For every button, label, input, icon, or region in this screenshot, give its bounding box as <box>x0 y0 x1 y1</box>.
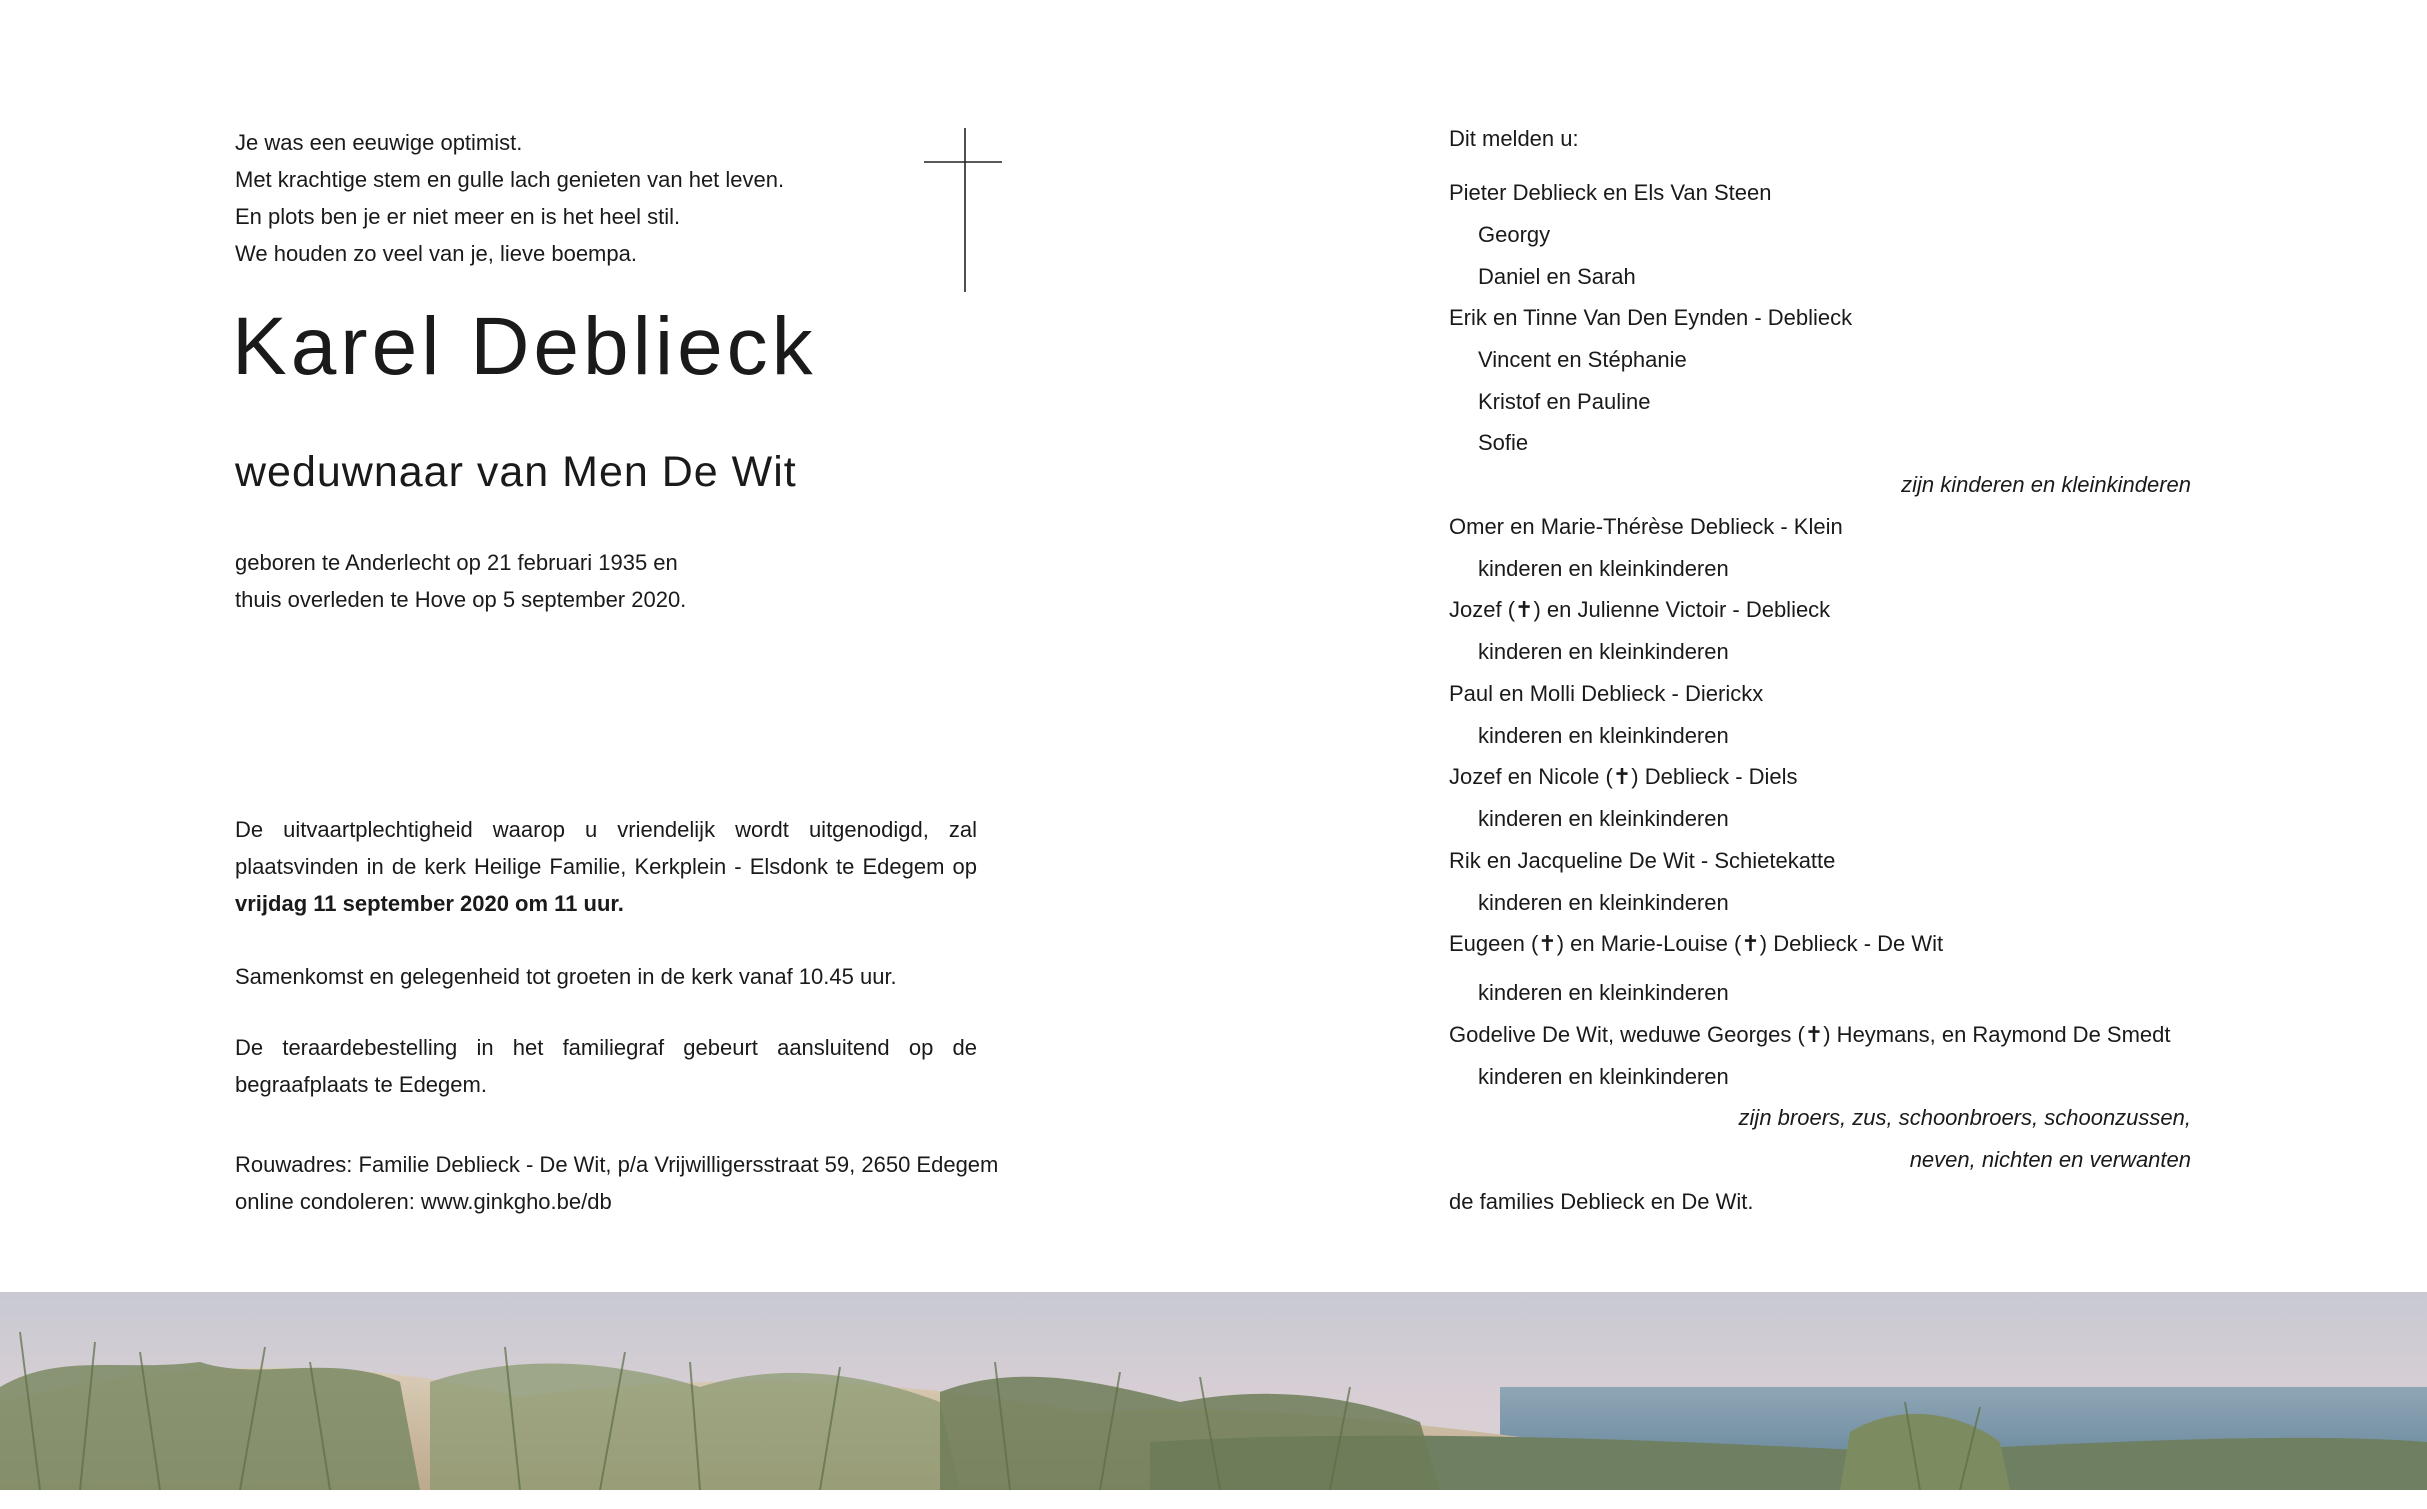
family-line: Sofie <box>1478 430 1529 455</box>
funeral-intro: De uitvaartplechtigheid waarop u vriendelijk wordt uitgenodigd, zal plaatsvinden in de kerk Heilige Familie, Kerkplein - Elsdonk te Edegem op <box>235 817 977 879</box>
family-line: kinderen en kleinkinderen <box>1478 1064 1729 1089</box>
birth-line: geboren te Anderlecht op 21 februari 1935 en <box>235 550 678 575</box>
death-line: thuis overleden te Hove op 5 september 2020. <box>235 587 687 612</box>
family-line: Godelive De Wit, weduwe Georges (✝) Heymans, en Raymond De Smedt <box>1449 1022 2171 1047</box>
gathering-text: Samenkomst en gelegenheid tot groeten in de kerk vanaf 10.45 uur. <box>235 964 897 989</box>
family-line: Georgy <box>1478 222 1551 247</box>
family-line: Jozef en Nicole (✝) Deblieck - Diels <box>1449 764 1798 789</box>
family-caption: zijn kinderen en kleinkinderen <box>1901 472 2191 497</box>
dune-landscape-photo <box>0 1292 2427 1490</box>
poem-line: We houden zo veel van je, lieve boempa. <box>235 241 637 266</box>
opening-poem <box>235 124 784 272</box>
family-line: Erik en Tinne Van Den Eynden - Deblieck <box>1449 305 1853 330</box>
family-line: Pieter Deblieck en Els Van Steen <box>1449 180 1772 205</box>
burial-text: De teraardebestelling in het familiegraf gebeurt aansluitend op de begraafplaats te Edegem. <box>235 1035 977 1097</box>
family-line: de families Deblieck en De Wit. <box>1449 1189 1754 1214</box>
poem-line: Met krachtige stem en gulle lach genieten van het leven. <box>235 167 785 192</box>
family-line: Omer en Marie-Thérèse Deblieck - Klein <box>1449 514 1843 539</box>
life-dates <box>235 544 686 618</box>
funeral-datetime: vrijdag 11 september 2020 om 11 uur. <box>235 891 624 916</box>
funeral-invitation <box>235 811 977 922</box>
family-line: Daniel en Sarah <box>1478 264 1636 289</box>
family-line: Vincent en Stéphanie <box>1478 347 1687 372</box>
cross-icon <box>920 128 1002 292</box>
announce-heading: Dit melden u: <box>1449 126 1579 151</box>
family-line: Jozef (✝) en Julienne Victoir - Deblieck <box>1449 597 1831 622</box>
family-line: Paul en Molli Deblieck - Dierickx <box>1449 681 1764 706</box>
poem-line: En plots ben je er niet meer en is het heel stil. <box>235 204 681 229</box>
family-caption: zijn broers, zus, schoonbroers, schoonzussen, <box>1738 1105 2191 1130</box>
deceased-name: Karel Deblieck <box>232 301 817 392</box>
family-line: Eugeen (✝) en Marie-Louise (✝) Deblieck - De Wit <box>1449 931 1944 956</box>
bottom-margin <box>0 1490 2427 1509</box>
family-line: kinderen en kleinkinderen <box>1478 556 1729 581</box>
family-line: kinderen en kleinkinderen <box>1478 890 1729 915</box>
poem-line: Je was een eeuwige optimist. <box>235 130 523 155</box>
contact-block <box>235 1146 998 1220</box>
family-line: kinderen en kleinkinderen <box>1478 980 1729 1005</box>
family-line: kinderen en kleinkinderen <box>1478 639 1729 664</box>
mourning-address: Rouwadres: Familie Deblieck - De Wit, p/a Vrijwilligersstraat 59, 2650 Edegem <box>235 1152 999 1177</box>
family-line: Kristof en Pauline <box>1478 389 1651 414</box>
family-line: kinderen en kleinkinderen <box>1478 723 1729 748</box>
family-line: kinderen en kleinkinderen <box>1478 806 1729 831</box>
widower-subtitle: weduwnaar van Men De Wit <box>235 448 797 496</box>
online-condolences: online condoleren: www.ginkgho.be/db <box>235 1189 612 1214</box>
family-caption: neven, nichten en verwanten <box>1909 1147 2191 1172</box>
family-line: Rik en Jacqueline De Wit - Schietekatte <box>1449 848 1836 873</box>
